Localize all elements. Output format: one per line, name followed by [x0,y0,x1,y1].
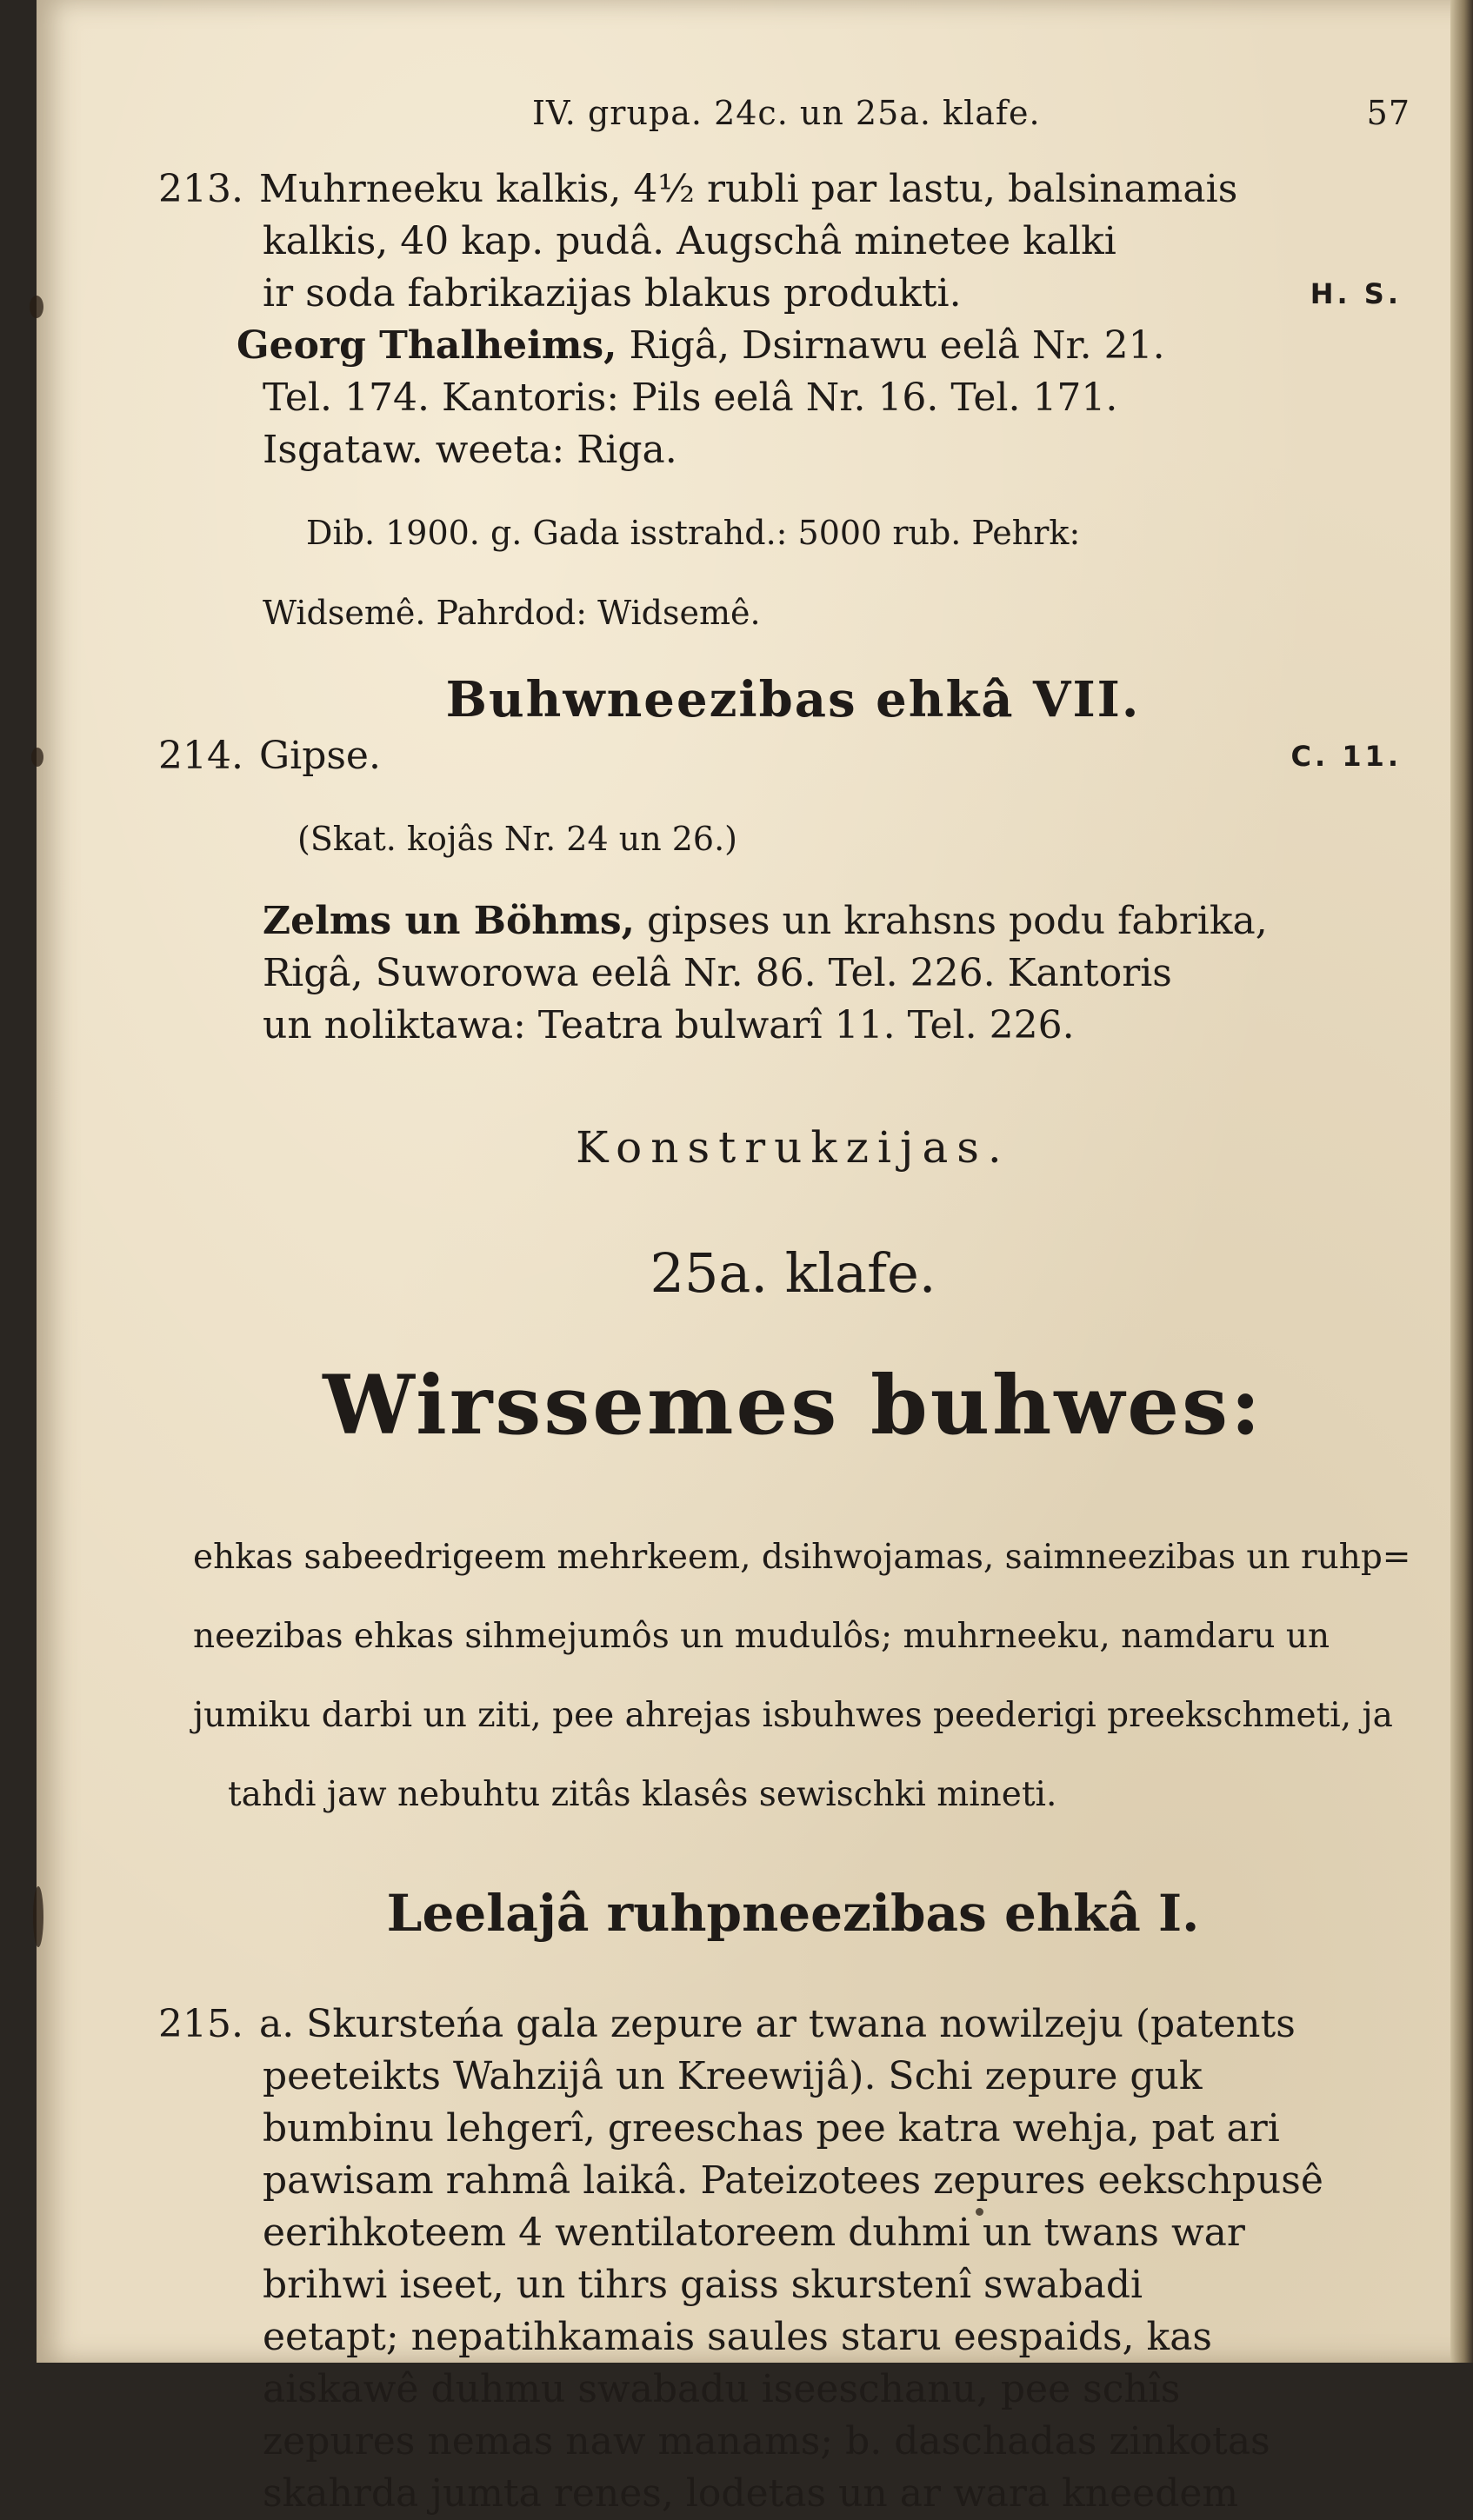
firm-description: gipses un krahsns podu fabrika, [634,899,1268,943]
firm-name: Zelms un Böhms, [263,899,635,943]
page-edge [1450,0,1473,2363]
entry-text-line: pawisam rahmâ laikâ. Pateizotees zepures eekschpusê [263,2158,1323,2203]
entry-text-line: zepures nemas naw manams; b. daschadas zinkotas [263,2419,1270,2463]
entry-text-line: brihwi iseet, un tihrs gaiss skurstenî swabadi [263,2263,1143,2307]
description-line: tahdi jaw nebuhtu zitâs klasês sewischki mineti. [228,1775,1057,1814]
running-head-title: IV. grupa. 24c. un 25a. klafe. [532,94,1041,132]
entry-text-line: un noliktawa: Teatra bulwarî 11. Tel. 226. [263,1003,1075,1047]
book-page [37,0,1473,2516]
entry-statistics-line: Dib. 1900. g. Gada isstrahd.: 5000 rub. Pehrk: [306,514,1081,552]
entry-text-line: eerihkoteem 4 wentilatoreem duhmi un twans war [263,2211,1245,2255]
margin-smudge [31,748,43,767]
section-title: Konstrukzijas. [576,1122,1010,1173]
page-number: 57 [1366,94,1410,132]
entry-text-line: a. Skursteńa gala zepure ar twana nowilzeju (patents [258,2002,1296,2046]
classification-mark: C. 11. [1290,740,1402,773]
margin-smudge [30,296,43,318]
entry-statistics-line: Widsemê. Pahrdod: Widsemê. [263,594,761,632]
class-label: 25a. klafe. [650,1241,936,1305]
margin-smudge [33,1886,43,1947]
description-line: neezibas ehkas sihmejumôs un mudulôs; muhrneeku, namdaru un [193,1617,1330,1656]
entry-215 [158,1998,1428,2520]
entry-text-line: aiskawê duhmu swabadu iseeschanu, pee schîs [263,2367,1181,2411]
description-line: ehkas sabeedrigeem mehrkeem, dsihwojamas, saimneezibas un ruhp= [193,1538,1411,1577]
entry-text-line: skahrda jumta renes, lodetas un ar wara kneedem [263,2471,1239,2516]
entry-number: 214. [158,734,243,778]
firm-address: Rigâ, Dsirnawu eelâ Nr. 21. [617,323,1165,368]
entry-text-line: Tel. 174. Kantoris: Pils eelâ Nr. 16. Tel. 171. [263,376,1118,420]
entry-title: Gipse. [258,734,381,778]
entry-text-line: peeteikts Wahzijâ un Kreewijâ). Schi zepure guk [263,2054,1203,2098]
entry-text-line: Muhrneeku kalkis, 4½ rubli par lastu, balsinamais [258,167,1238,211]
category-title: Wirssemes buhwes: [323,1358,1263,1453]
catalog-reference: (Skat. kojâs Nr. 24 un 26.) [297,820,738,858]
entry-text-line: Isgataw. weeta: Riga. [263,428,677,472]
entry-214 [158,730,1428,1052]
section-heading-vii: Buhwneezibas ehkâ VII. [445,671,1141,728]
entry-text-line: Rigâ, Suworowa eelâ Nr. 86. Tel. 226. Kantoris [263,951,1172,995]
category-description [158,1535,1428,1818]
entry-text-line: ir soda fabrikazijas blakus produkti. [263,271,962,316]
entry-213 [158,163,1428,636]
entry-text-line: eetapt; nepatihkamais saules staru eespaids, kas [263,2315,1213,2359]
entry-number: 213. [158,167,243,211]
description-line: jumiku darbi un ziti, pee ahrejas isbuhwes peederigi preekschmeti, ja [193,1696,1393,1735]
running-head [158,78,1428,148]
section-heading-i: Leelajâ ruhpneezibas ehkâ I. [386,1884,1200,1943]
entry-text-line: kalkis, 40 kap. pudâ. Augschâ minetee kalki [263,219,1116,263]
firm-name: Georg Thalheims, [237,323,617,368]
entry-number: 215. [158,2002,243,2046]
page-content [158,78,1428,2520]
classification-mark: H. S. [1310,277,1402,310]
entry-text-line: bumbinu lehgerî, greeschas pee katra wehja, pat ari [263,2106,1280,2151]
